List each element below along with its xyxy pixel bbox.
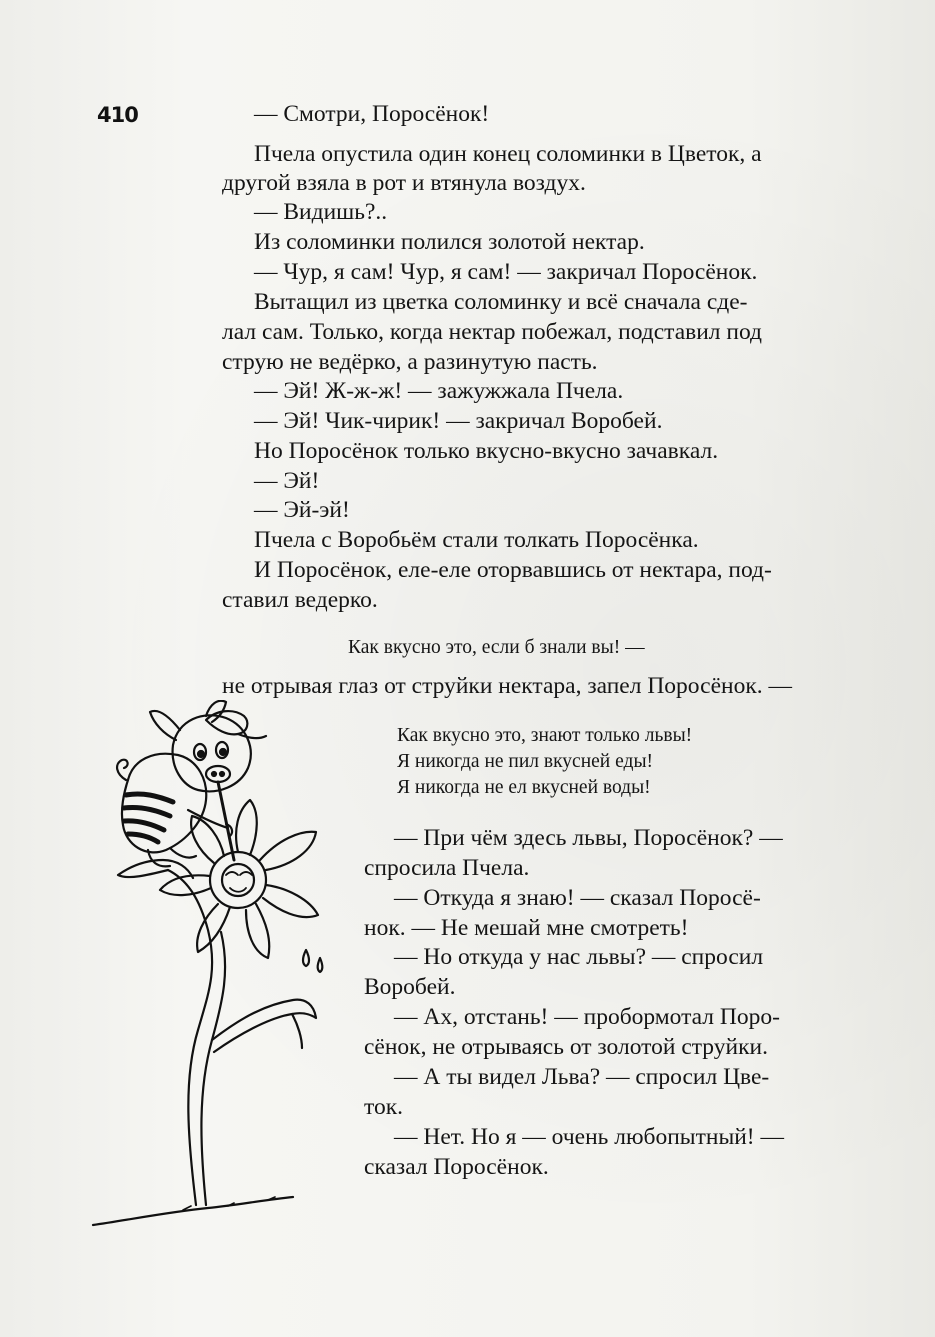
- text-line: — Чур, я сам! Чур, я сам! — закричал Поросёнок.: [254, 259, 758, 285]
- text-line: — Эй! Чик-чирик! — закричал Воробей.: [254, 408, 663, 434]
- text-line: — Ах, отстань! — пробормотал Поро-: [394, 1004, 780, 1030]
- text-line: другой взяла в рот и втянула воздух.: [222, 170, 586, 196]
- text-line: — Откуда я знаю! — сказал Поросё-: [394, 885, 761, 911]
- text-line: сёнок, не отрываясь от золотой струйки.: [364, 1034, 768, 1060]
- text-line: нок. — Не мешай мне смотреть!: [364, 915, 689, 941]
- text-line: — А ты видел Льва? — спросил Цве-: [394, 1064, 770, 1090]
- text-line: — Эй-эй!: [254, 497, 350, 523]
- text-line: струю не ведёрко, а разинутую пасть.: [222, 349, 598, 375]
- text-line: Пчела с Воробьём стали толкать Поросёнка.: [254, 527, 699, 553]
- text-line: ток.: [364, 1094, 404, 1120]
- text-line: Вытащил из цветка соломинку и всё сначала сде-: [254, 289, 748, 315]
- page-number: 410: [97, 103, 138, 127]
- text-line: Из соломинки полился золотой нектар.: [254, 229, 645, 255]
- text-line: сказал Поросёнок.: [364, 1154, 549, 1180]
- piglet-on-flower-illustration: [88, 700, 378, 1240]
- text-line: спросила Пчела.: [364, 855, 530, 881]
- text-line: — Нет. Но я — очень любопытный! —: [394, 1124, 785, 1150]
- text-line: — Но откуда у нас львы? — спросил: [394, 944, 764, 970]
- text-line: И Поросёнок, еле-еле оторвавшись от нектара, под-: [254, 557, 772, 583]
- text-line: лал сам. Только, когда нектар побежал, подставил под: [222, 319, 763, 345]
- flower-illustration-svg: [88, 700, 378, 1240]
- verse-line: Я никогда не пил вкусней еды!: [397, 751, 654, 772]
- verse-line: Как вкусно это, знают только львы!: [397, 725, 693, 746]
- verse-line: Как вкусно это, если б знали вы! —: [348, 637, 645, 658]
- text-line: Воробей.: [364, 974, 456, 1000]
- verse-line: Я никогда не ел вкусней воды!: [397, 777, 651, 798]
- text-line: — Смотри, Поросёнок!: [254, 101, 490, 127]
- text-line: не отрывая глаз от струйки нектара, запел Поросёнок. —: [222, 673, 792, 699]
- text-line: — Эй! Ж-ж-ж! — зажужжала Пчела.: [254, 378, 624, 404]
- text-line: Но Поросёнок только вкусно-вкусно зачавкал.: [254, 438, 719, 464]
- text-line: — При чём здесь львы, Поросёнок? —: [394, 825, 783, 851]
- text-line: ставил ведерко.: [222, 587, 378, 613]
- text-line: — Эй!: [254, 468, 320, 494]
- text-line: Пчела опустила один конец соломинки в Цветок, а: [254, 141, 762, 167]
- text-line: — Видишь?..: [254, 199, 388, 225]
